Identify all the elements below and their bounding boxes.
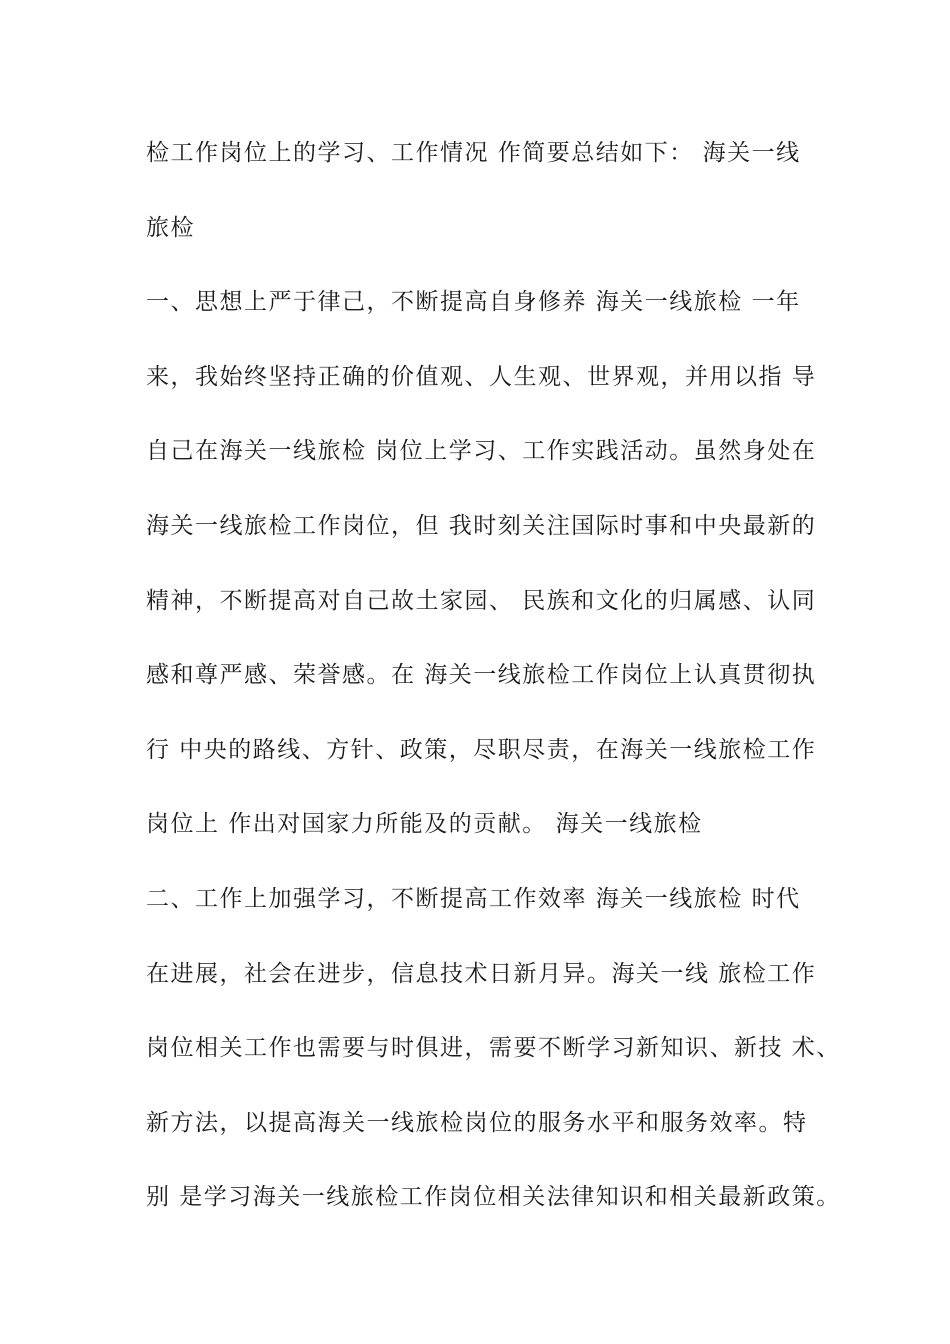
text-line-5: 自己在海关一线旅检 岗位上学习、工作实践活动。虽然身处在 [146,438,817,465]
text-line-15: 别 是学习海关一线旅检工作岗位相关法律知识和相关最新政策。 [146,1184,841,1211]
text-line-13: 岗位相关工作也需要与时俱进，需要不断学习新知识、新技 术、 [146,1035,841,1062]
text-line-7: 精神，不断提高对自己故土家园、 民族和文化的归属感、认同 [146,587,817,614]
text-line-8: 感和尊严感、荣誉感。在 海关一线旅检工作岗位上认真贯彻执 [146,662,817,689]
section-heading-2: 二、工作上加强学习，不断提高工作效率 海关一线旅检 时代 [146,885,801,912]
text-line-10: 岗位上 作出对国家力所能及的贡献。 海关一线旅检 [146,811,703,838]
text-line-14: 新方法，以提高海关一线旅检岗位的服务水平和服务效率。特 [146,1109,808,1136]
document-body [146,124,841,1243]
section-heading-1: 一、思想上严于律己，不断提高自身修养 海关一线旅检 一年 [146,289,801,316]
text-line-4: 来，我始终坚持正确的价值观、人生观、世界观，并用以指 导 [146,363,817,390]
text-line-1: 检工作岗位上的学习、工作情况 作简要总结如下： 海关一线 [146,140,801,166]
text-line-6: 海关一线旅检工作岗位，但 我时刻关注国际时事和中央最新的 [146,512,817,539]
text-line-12: 在进展，社会在进步，信息技术日新月异。海关一线 旅检工作 [146,960,817,987]
text-line-2: 旅检 [146,214,195,241]
text-line-9: 行 中央的路线、方针、政策，尽职尽责，在海关一线旅检工作 [146,736,817,763]
